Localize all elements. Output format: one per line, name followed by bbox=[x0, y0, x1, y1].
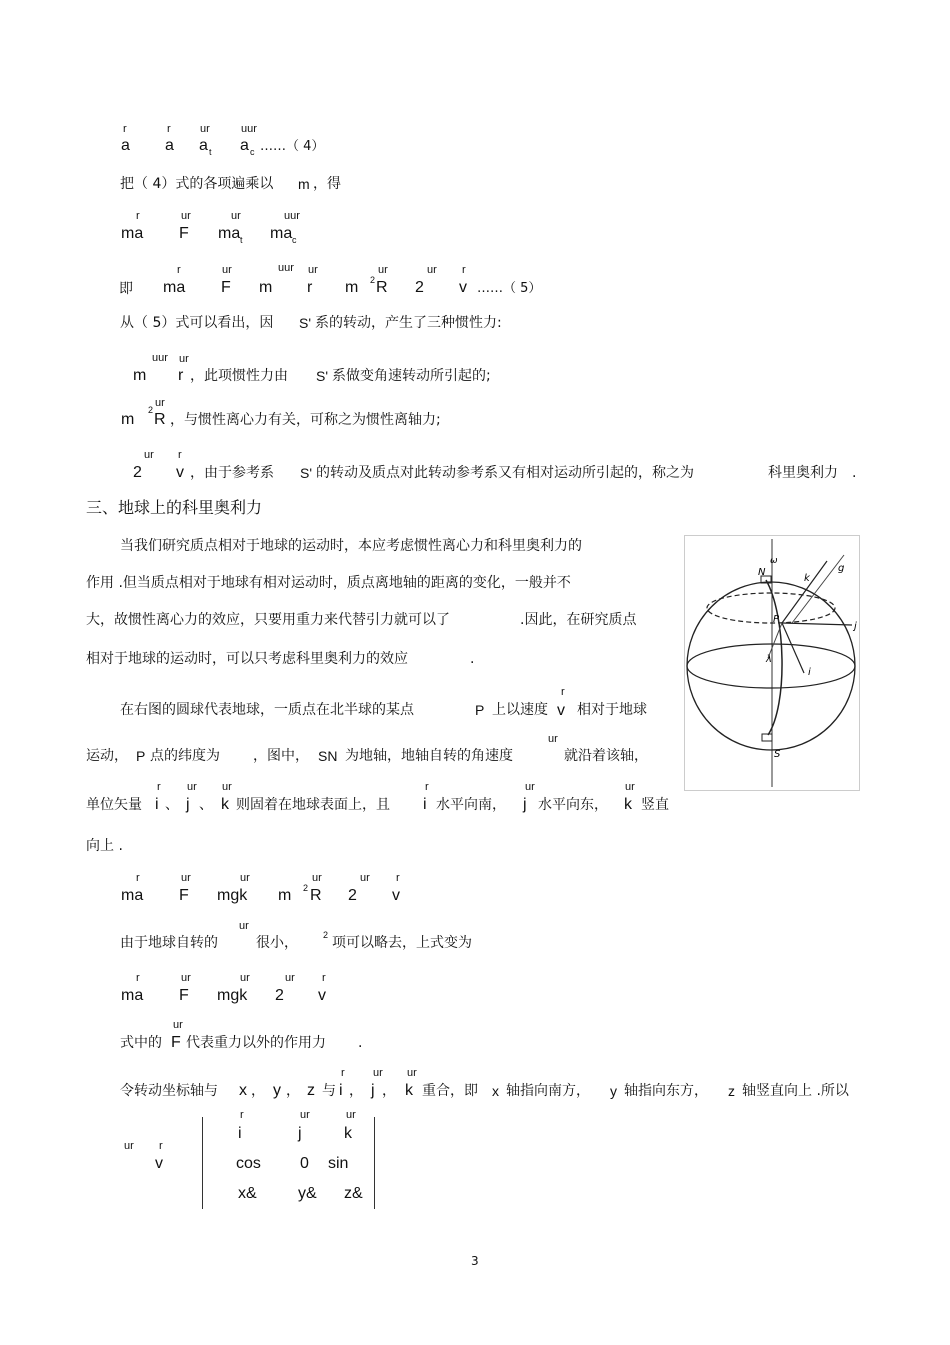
vector-mark: r bbox=[341, 1067, 345, 1079]
det-cell: i bbox=[238, 1125, 242, 1142]
separator: ， bbox=[251, 1083, 265, 1099]
vector-mark: r bbox=[462, 264, 466, 276]
text-line: 项可以略去，上式变为 bbox=[332, 935, 472, 951]
vector-mark: r bbox=[322, 972, 326, 984]
text-line: 的转动及质点对此转动参考系又有相对运动所引起的，称之为 bbox=[316, 465, 694, 481]
text-line: ，与惯性离心力有关，可称之为惯性离轴力; bbox=[170, 412, 441, 428]
vector-mark: ur bbox=[346, 1109, 356, 1121]
math-y: y bbox=[610, 1083, 617, 1099]
math-m: m bbox=[298, 176, 310, 192]
subscript: t bbox=[209, 147, 212, 157]
math-m: m bbox=[121, 411, 135, 428]
math-x: x bbox=[239, 1082, 247, 1099]
vector-mark: ur bbox=[239, 920, 249, 932]
math-k: k bbox=[221, 796, 229, 813]
math-v: v bbox=[176, 464, 184, 481]
vector-mark: ur bbox=[373, 1067, 383, 1079]
vector-mark: ur bbox=[312, 872, 322, 884]
eq-term: R bbox=[310, 887, 322, 904]
vector-mark: r bbox=[136, 972, 140, 984]
text-line: 系做变角速转动所引起的; bbox=[332, 368, 491, 384]
eq-term: ma bbox=[270, 225, 293, 242]
vector-mark: r bbox=[136, 872, 140, 884]
label-N: N bbox=[758, 567, 766, 578]
eq-term: v bbox=[392, 887, 400, 904]
label-lambda: λ bbox=[766, 654, 772, 665]
para-line: 为地轴，地轴自转的角速度 bbox=[345, 748, 513, 764]
para-line: 作用 .但当质点相对于地球有相对运动时，质点离地轴的距离的变化，一般并不 bbox=[86, 575, 571, 591]
superscript: 2 bbox=[323, 930, 329, 940]
para-line: .因此，在研究质点 bbox=[520, 612, 637, 628]
vector-mark: r bbox=[240, 1109, 244, 1121]
section-heading: 三、地球上的科里奥利力 bbox=[86, 498, 263, 517]
eq-term: F bbox=[179, 987, 189, 1004]
vector-mark: ur bbox=[222, 781, 232, 793]
vector-mark: ur bbox=[427, 264, 437, 276]
math-s: S' bbox=[316, 368, 329, 384]
text-line: 把（ 4）式的各项遍乘以 bbox=[120, 176, 274, 192]
para-line: 则固着在地球表面上，且 bbox=[236, 797, 390, 813]
math-k: k bbox=[624, 796, 632, 813]
eq-term: F bbox=[179, 225, 189, 242]
vector-mark: ur bbox=[181, 210, 191, 222]
text-line: 轴竖直向上 .所以 bbox=[742, 1083, 849, 1099]
para-line: 运动， bbox=[86, 748, 128, 764]
vector-mark: ur bbox=[181, 872, 191, 884]
eq-term: v bbox=[459, 279, 467, 296]
para-line: 水平向南， bbox=[436, 797, 506, 813]
vector-mark: r bbox=[561, 686, 565, 698]
det-cell: 0 bbox=[300, 1155, 309, 1172]
math-z: z bbox=[307, 1082, 315, 1099]
eq-term: ma bbox=[121, 987, 144, 1004]
vector-mark: ur bbox=[308, 264, 318, 276]
vector-mark: ur bbox=[360, 872, 370, 884]
text-line: . bbox=[358, 1035, 363, 1051]
eq-term: F bbox=[179, 887, 189, 904]
vector-mark: ur bbox=[124, 1140, 134, 1152]
text-line: ，得 bbox=[313, 176, 341, 192]
math-s: S' bbox=[300, 465, 313, 481]
para-line: 向上 . bbox=[86, 838, 123, 854]
vector-mark: ur bbox=[625, 781, 635, 793]
math-P: P bbox=[475, 702, 485, 718]
det-cell: y& bbox=[298, 1185, 317, 1202]
eq-term: 2 bbox=[348, 887, 357, 904]
eq-term: r bbox=[307, 279, 313, 296]
subscript: c bbox=[292, 235, 297, 245]
para-line: 上以速度 bbox=[492, 702, 548, 718]
vector-mark: ur bbox=[200, 123, 210, 135]
para-line: ，图中， bbox=[253, 748, 309, 764]
vector-mark: r bbox=[157, 781, 161, 793]
text-line: . bbox=[852, 465, 857, 481]
math-i: i bbox=[155, 796, 159, 813]
math-SN: SN bbox=[318, 748, 338, 764]
eq-term: 2 bbox=[275, 987, 284, 1004]
determinant-left-bar bbox=[202, 1117, 203, 1209]
math-m: m bbox=[133, 367, 147, 384]
vector-mark: r bbox=[123, 123, 127, 135]
vector-mark: ur bbox=[548, 733, 558, 745]
eq-term: 2 bbox=[415, 279, 424, 296]
vector-mark: r bbox=[136, 210, 140, 222]
vector-mark: ur bbox=[155, 397, 165, 409]
text-line: ，由于参考系 bbox=[190, 465, 274, 481]
para-line: 大，故惯性离心力的效应，只要用重力来代替引力就可以了 bbox=[86, 612, 450, 628]
label-P: P bbox=[773, 614, 780, 625]
vector-mark: ur bbox=[300, 1109, 310, 1121]
vector-mark: ur bbox=[231, 210, 241, 222]
text-line: 代表重力以外的作用力 bbox=[186, 1035, 326, 1051]
text-line: 即 bbox=[119, 281, 133, 297]
eq-term: ma bbox=[218, 225, 241, 242]
equation-number: ……（ 5） bbox=[477, 281, 542, 296]
vector-mark: ur bbox=[222, 264, 232, 276]
eq4-term: a bbox=[165, 137, 174, 154]
text-line: 重合，即 bbox=[422, 1083, 478, 1099]
subscript: t bbox=[240, 235, 243, 245]
vector-mark: ur bbox=[181, 972, 191, 984]
math-k: k bbox=[405, 1082, 413, 1099]
para-line: 就沿着该轴， bbox=[564, 748, 648, 764]
vector-mark: ur bbox=[378, 264, 388, 276]
separator: ， bbox=[286, 1083, 300, 1099]
label-i: i bbox=[808, 667, 811, 678]
math-s: S' bbox=[299, 315, 312, 331]
para-line: 相对于地球的运动时，可以只考虑科里奥利力的效应 bbox=[86, 651, 408, 667]
text-line: 轴指向南方， bbox=[506, 1083, 590, 1099]
math-x: x bbox=[492, 1083, 499, 1099]
math-y: y bbox=[273, 1082, 281, 1099]
vector-mark: ur bbox=[285, 972, 295, 984]
text-line: 从（ 5）式可以看出，因 bbox=[120, 315, 274, 331]
vector-mark: ur bbox=[240, 872, 250, 884]
text-line: 很小， bbox=[256, 935, 298, 951]
eq-term: v bbox=[318, 987, 326, 1004]
math-j: j bbox=[523, 796, 527, 813]
superscript: 2 bbox=[303, 883, 309, 893]
para-line: 单位矢量 bbox=[86, 797, 142, 813]
text-line: 由于地球自转的 bbox=[120, 935, 218, 951]
label-k: k bbox=[804, 573, 810, 584]
vector-mark: r bbox=[178, 449, 182, 461]
separator: 、 bbox=[199, 797, 213, 813]
math-2: 2 bbox=[133, 464, 142, 481]
coriolis-term: 科里奥利力 bbox=[768, 465, 838, 481]
det-cell: sin bbox=[328, 1155, 349, 1172]
vector-mark: r bbox=[167, 123, 171, 135]
vector-mark: uur bbox=[278, 262, 294, 274]
equation-number: ……（ 4） bbox=[260, 139, 325, 154]
math-P: P bbox=[136, 748, 146, 764]
math-v: v bbox=[155, 1155, 163, 1172]
separator: 、 bbox=[165, 797, 179, 813]
subscript: c bbox=[250, 147, 255, 157]
eq-term: m bbox=[278, 887, 292, 904]
para-line: 点的纬度为 bbox=[150, 748, 220, 764]
separator: ， bbox=[382, 1083, 396, 1099]
eq-term: m bbox=[345, 279, 359, 296]
label-j: j bbox=[854, 621, 857, 632]
eq-term: F bbox=[221, 279, 231, 296]
det-cell: z& bbox=[344, 1185, 363, 1202]
para-line: 相对于地球 bbox=[577, 702, 647, 718]
vector-mark: ur bbox=[144, 449, 154, 461]
det-cell: k bbox=[344, 1125, 352, 1142]
vector-mark: ur bbox=[179, 353, 189, 365]
math-j: j bbox=[186, 796, 190, 813]
math-v: v bbox=[557, 702, 565, 719]
vector-mark: r bbox=[425, 781, 429, 793]
eq4-term: a bbox=[240, 137, 249, 154]
vector-mark: ur bbox=[240, 972, 250, 984]
math-i: i bbox=[423, 796, 427, 813]
text-line: ，此项惯性力由 bbox=[190, 368, 288, 384]
math-i: i bbox=[339, 1082, 343, 1099]
eq-term: m bbox=[259, 279, 273, 296]
vector-mark: ur bbox=[173, 1019, 183, 1031]
separator: ， bbox=[349, 1083, 363, 1099]
para-line: 水平向东， bbox=[538, 797, 608, 813]
para-line: 当我们研究质点相对于地球的运动时，本应考虑惯性离心力和科里奥利力的 bbox=[120, 538, 582, 554]
vector-mark: uur bbox=[284, 210, 300, 222]
det-cell: j bbox=[298, 1125, 302, 1142]
vector-mark: ur bbox=[525, 781, 535, 793]
vector-mark: ur bbox=[187, 781, 197, 793]
text-line: 令转动坐标轴与 bbox=[120, 1083, 218, 1099]
earth-globe-figure bbox=[684, 535, 860, 791]
vector-mark: uur bbox=[241, 123, 257, 135]
math-r: r bbox=[178, 367, 184, 384]
eq-term: ma bbox=[121, 887, 144, 904]
det-cell: cos bbox=[236, 1155, 261, 1172]
text-line: 与 bbox=[322, 1083, 336, 1099]
text-line: 系的转动，产生了三种惯性力: bbox=[315, 315, 502, 331]
vector-mark: r bbox=[177, 264, 181, 276]
math-j: j bbox=[371, 1082, 375, 1099]
det-cell: x& bbox=[238, 1185, 257, 1202]
math-F: F bbox=[171, 1034, 181, 1051]
eq-term: R bbox=[376, 279, 388, 296]
eq4-term: a bbox=[121, 137, 130, 154]
determinant-right-bar bbox=[374, 1117, 375, 1209]
eq-term: mgk bbox=[217, 987, 248, 1004]
math-R: R bbox=[154, 411, 166, 428]
eq4-term: a bbox=[199, 137, 208, 154]
vector-mark: r bbox=[159, 1140, 163, 1152]
eq-term: mgk bbox=[217, 887, 248, 904]
para-line: . bbox=[470, 651, 475, 667]
eq-term: ma bbox=[163, 279, 186, 296]
page-number: 3 bbox=[471, 1254, 479, 1268]
vector-mark: uur bbox=[152, 352, 168, 364]
vector-mark: r bbox=[396, 872, 400, 884]
label-g: g bbox=[838, 563, 845, 574]
vector-mark: ur bbox=[407, 1067, 417, 1079]
para-line: 竖直 bbox=[641, 797, 669, 813]
label-omega: ω bbox=[770, 556, 778, 566]
superscript: 2 bbox=[370, 275, 376, 285]
math-z: z bbox=[728, 1083, 735, 1099]
para-line: 在右图的圆球代表地球，一质点在北半球的某点 bbox=[120, 702, 414, 718]
eq-term: ma bbox=[121, 225, 144, 242]
superscript: 2 bbox=[148, 405, 154, 415]
text-line: 轴指向东方， bbox=[624, 1083, 708, 1099]
text-line: 式中的 bbox=[120, 1035, 162, 1051]
label-S: S bbox=[774, 749, 781, 760]
